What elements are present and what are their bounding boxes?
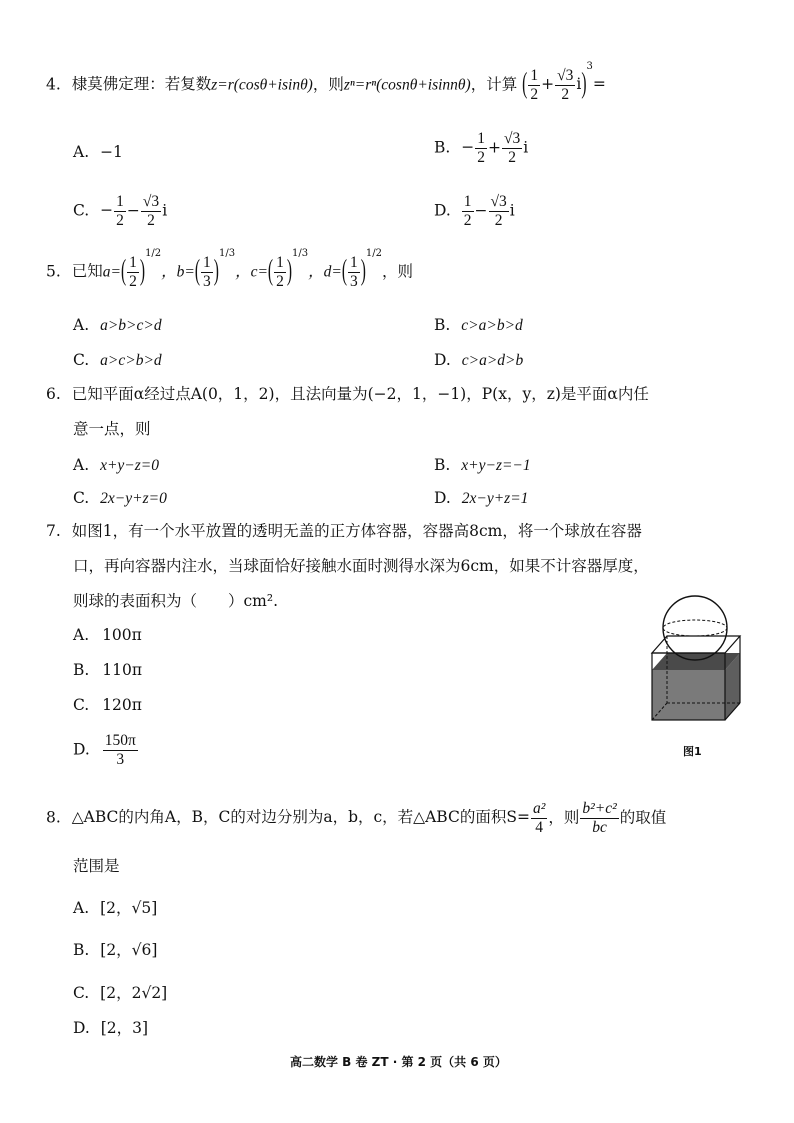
- q4-formula-2: zⁿ=rⁿ(cosnθ+isinnθ): [343, 76, 471, 94]
- q8-stem-c: 的取值: [619, 808, 667, 827]
- q4-calc-num1: 1: [530, 67, 539, 84]
- q5-option-d-text: c>a>d>b: [461, 352, 524, 369]
- q6-option-a-text: x+y−z=0: [100, 457, 159, 474]
- q4-calc-exp: 3: [586, 61, 593, 73]
- q7-number: 7.: [46, 522, 61, 540]
- q4-stem-c: ，计算: [470, 75, 518, 94]
- q5-c-exp: 1/3: [292, 248, 309, 260]
- q5-number: 5.: [46, 262, 61, 281]
- q7-option-a: [73, 626, 142, 645]
- q4-stem: [46, 61, 606, 104]
- q6-stem-line2: [73, 420, 151, 439]
- q7-line3: 则球的表面积为（ ）cm².: [73, 592, 279, 610]
- q5-option-d: [434, 351, 523, 371]
- q4-option-c-den1: 2: [116, 211, 124, 229]
- q4-option-c-den2: 2: [147, 211, 155, 229]
- q6-option-b-label: B.: [434, 456, 451, 474]
- q4-option-b-op: +: [488, 138, 502, 157]
- q8-s-den: 4: [535, 818, 544, 836]
- q7-stem-line3: [73, 592, 278, 611]
- q6-option-b-text: x+y−z=−1: [461, 457, 531, 474]
- q4-calc-i: i: [576, 75, 582, 94]
- q4-option-d-num2: √3: [490, 193, 507, 210]
- cube-top-face: [652, 636, 740, 653]
- q5-d-var: ，d=: [308, 263, 342, 281]
- q7-option-a-text: 100π: [102, 626, 142, 644]
- q6-stem-line1: [46, 385, 649, 404]
- q6-number: 6.: [46, 385, 61, 403]
- q4-number: 4.: [46, 75, 61, 94]
- q4-calc-num2: √3: [557, 67, 574, 84]
- q4-calc-eq: =: [592, 75, 606, 94]
- q4-option-d-den1: 2: [463, 211, 472, 229]
- q8-r-den: bc: [592, 818, 607, 836]
- q5-c-var: ，c=: [235, 263, 268, 281]
- q5-a-num: 1: [129, 254, 137, 271]
- q4-option-b-num2: √3: [504, 130, 521, 147]
- q8-stem-line1: [46, 800, 666, 837]
- q5-option-a-label: A.: [73, 316, 90, 334]
- q5-option-b-text: c>a>b>d: [461, 317, 523, 334]
- q4-calc-den2: 2: [561, 85, 570, 103]
- q4-option-b-label: B.: [434, 138, 451, 157]
- q4-calc-plus: +: [541, 75, 555, 94]
- q4-option-c: [73, 193, 167, 230]
- q5-option-d-label: D.: [434, 351, 451, 369]
- q8-number: 8.: [46, 808, 61, 827]
- q4-option-b-num1: 1: [477, 130, 486, 147]
- q8-option-b-text: [2，√6]: [100, 941, 158, 959]
- q8-option-b-label: B.: [73, 941, 90, 959]
- q4-option-d-den2: 2: [494, 211, 503, 229]
- q5-option-b-label: B.: [434, 316, 451, 334]
- q5-stem: 5. 已知a=( $\frac{1}{2}$ )$^{1/2}$，b=( $\frac{1}{3}$ )$^{1/3}$，c=( $\frac{1}{2}$ )$^{1/3}$，d=( $\frac{1}{3}$ )$^{1/2}$，则: [46, 248, 414, 290]
- q4-option-d-op: −: [474, 201, 488, 220]
- sphere: [663, 596, 727, 660]
- q4-option-d-i: i: [509, 201, 515, 220]
- q7-option-c-label: C.: [73, 696, 90, 714]
- q8-option-d-text: [2，3]: [100, 1019, 149, 1037]
- q4-option-b-den1: 2: [477, 148, 486, 166]
- q4-option-c-op: −: [126, 201, 140, 220]
- q4-formula-1: z=r(cosθ+isinθ): [211, 76, 313, 94]
- q4-option-d-num1: 1: [463, 193, 472, 210]
- q8-r-num: b²+c²: [582, 800, 617, 817]
- q7-stem-line2: [73, 557, 649, 576]
- q6-option-b: [434, 456, 531, 476]
- q8-option-a: [73, 899, 157, 918]
- q6-option-d: [434, 489, 528, 509]
- q4-option-c-num2: √3: [142, 193, 160, 210]
- q4-option-a-text: −1: [100, 143, 123, 161]
- page-footer: 高二数学 B 卷 ZT · 第 2 页（共 6 页）: [290, 1055, 507, 1069]
- q4-option-c-sign: −: [100, 201, 114, 220]
- q7-option-d-den: 3: [116, 750, 125, 768]
- q6-option-d-label: D.: [434, 489, 451, 507]
- q5-tail: ，则: [382, 262, 414, 281]
- q8-option-a-label: A.: [73, 899, 90, 917]
- q8-stem-a: △ABC的内角A，B，C的对边分别为a，b，c，若△ABC的面积S=: [71, 808, 530, 827]
- q8-option-c-text: [2，2√2]: [100, 984, 168, 1002]
- q8-stem-line2: [73, 857, 120, 876]
- q5-option-a-text: a>b>c>d: [100, 317, 162, 334]
- water-top: [652, 653, 740, 670]
- q7-line1: 如图1，有一个水平放置的透明无盖的正方体容器，容器高8cm，将一个球放在容器: [71, 522, 642, 540]
- q7-option-c: [73, 696, 142, 715]
- q8-option-c-label: C.: [73, 984, 90, 1002]
- q7-option-c-text: 120π: [102, 696, 142, 714]
- q4-option-a-label: A.: [73, 143, 90, 161]
- water-front: [652, 670, 725, 720]
- q5-a-exp: 1/2: [145, 248, 162, 260]
- q4-option-b-sign: −: [461, 138, 475, 157]
- q5-b-den: 3: [203, 272, 211, 290]
- q7-option-d-label: D.: [73, 740, 90, 759]
- q4-stem-b: ，则: [312, 75, 344, 94]
- q5-b-exp: 1/3: [218, 248, 236, 260]
- q8-option-d-label: D.: [73, 1019, 90, 1037]
- q4-option-c-label: C.: [73, 201, 90, 220]
- q5-d-exp: 1/2: [365, 248, 382, 260]
- q5-option-b: [434, 316, 523, 336]
- q8-option-b: [73, 941, 157, 960]
- q7-option-d: [73, 732, 139, 769]
- q4-option-b-i: i: [523, 138, 529, 157]
- q6-option-a-label: A.: [73, 456, 90, 474]
- q4-stem-a: 棣莫佛定理：若复数: [71, 75, 212, 94]
- q5-option-c-text: a>c>b>d: [100, 352, 162, 369]
- q4-option-d: [434, 193, 515, 230]
- q5-stem-text: 已知: [71, 262, 103, 281]
- q7-option-b: [73, 661, 142, 680]
- q5-a-den: 2: [129, 272, 137, 290]
- q5-b-num: 1: [203, 254, 211, 271]
- q5-c-den: 2: [276, 272, 284, 290]
- q8-option-a-text: [2，√5]: [100, 899, 158, 917]
- q5-option-c: [73, 351, 162, 371]
- q4-option-b: [434, 130, 528, 167]
- q6-line1: 已知平面α经过点A(0，1，2)，且法向量为(−2，1，−1)，P(x，y，z)是平面α内任: [71, 385, 649, 403]
- q8-line2: 范围是: [73, 857, 120, 875]
- q6-option-d-text: 2x−y+z=1: [461, 490, 529, 507]
- q5-d-num: 1: [349, 254, 358, 271]
- q4-option-c-i: i: [162, 201, 168, 220]
- q5-option-c-label: C.: [73, 351, 90, 369]
- q8-option-d: [73, 1019, 148, 1038]
- q6-option-a: [73, 456, 159, 476]
- q7-line2: 口，再向容器内注水，当球面恰好接触水面时测得水深为6cm，如果不计容器厚度，: [73, 557, 649, 575]
- q5-option-a: [73, 316, 162, 336]
- q7-option-b-label: B.: [73, 661, 90, 679]
- q4-option-d-label: D.: [434, 201, 451, 220]
- q7-option-d-num: 150π: [104, 732, 136, 749]
- sphere-equator: [663, 620, 727, 636]
- q5-b-var: ，b=: [161, 263, 195, 281]
- figure-1-sphere-cube: [640, 595, 750, 725]
- q4-option-b-den2: 2: [508, 148, 517, 166]
- q6-line2: 意一点，则: [73, 420, 151, 438]
- q5-a-var: a=: [102, 263, 121, 281]
- q7-stem-line1: [46, 522, 642, 541]
- q6-option-c: [73, 489, 167, 509]
- figure-1-caption: 图1: [683, 745, 702, 758]
- q4-option-a: [73, 143, 123, 162]
- q5-c-num: 1: [276, 254, 284, 271]
- q7-option-a-label: A.: [73, 626, 90, 644]
- q7-option-b-text: 110π: [102, 661, 143, 679]
- q8-stem-b: ，则: [548, 808, 580, 827]
- q4-calc-den1: 2: [530, 85, 539, 103]
- q8-s-num: a²: [532, 800, 546, 817]
- q5-d-den: 3: [349, 272, 358, 290]
- q8-option-c: [73, 984, 167, 1003]
- q6-option-c-label: C.: [73, 489, 90, 507]
- q4-calc-expression: ( $\frac{1}{2}$ + $\frac{√3}{2}$ i)$^3$=: [522, 61, 606, 103]
- q6-option-c-text: 2x−y+z=0: [100, 490, 167, 507]
- q4-option-c-num1: 1: [116, 193, 124, 210]
